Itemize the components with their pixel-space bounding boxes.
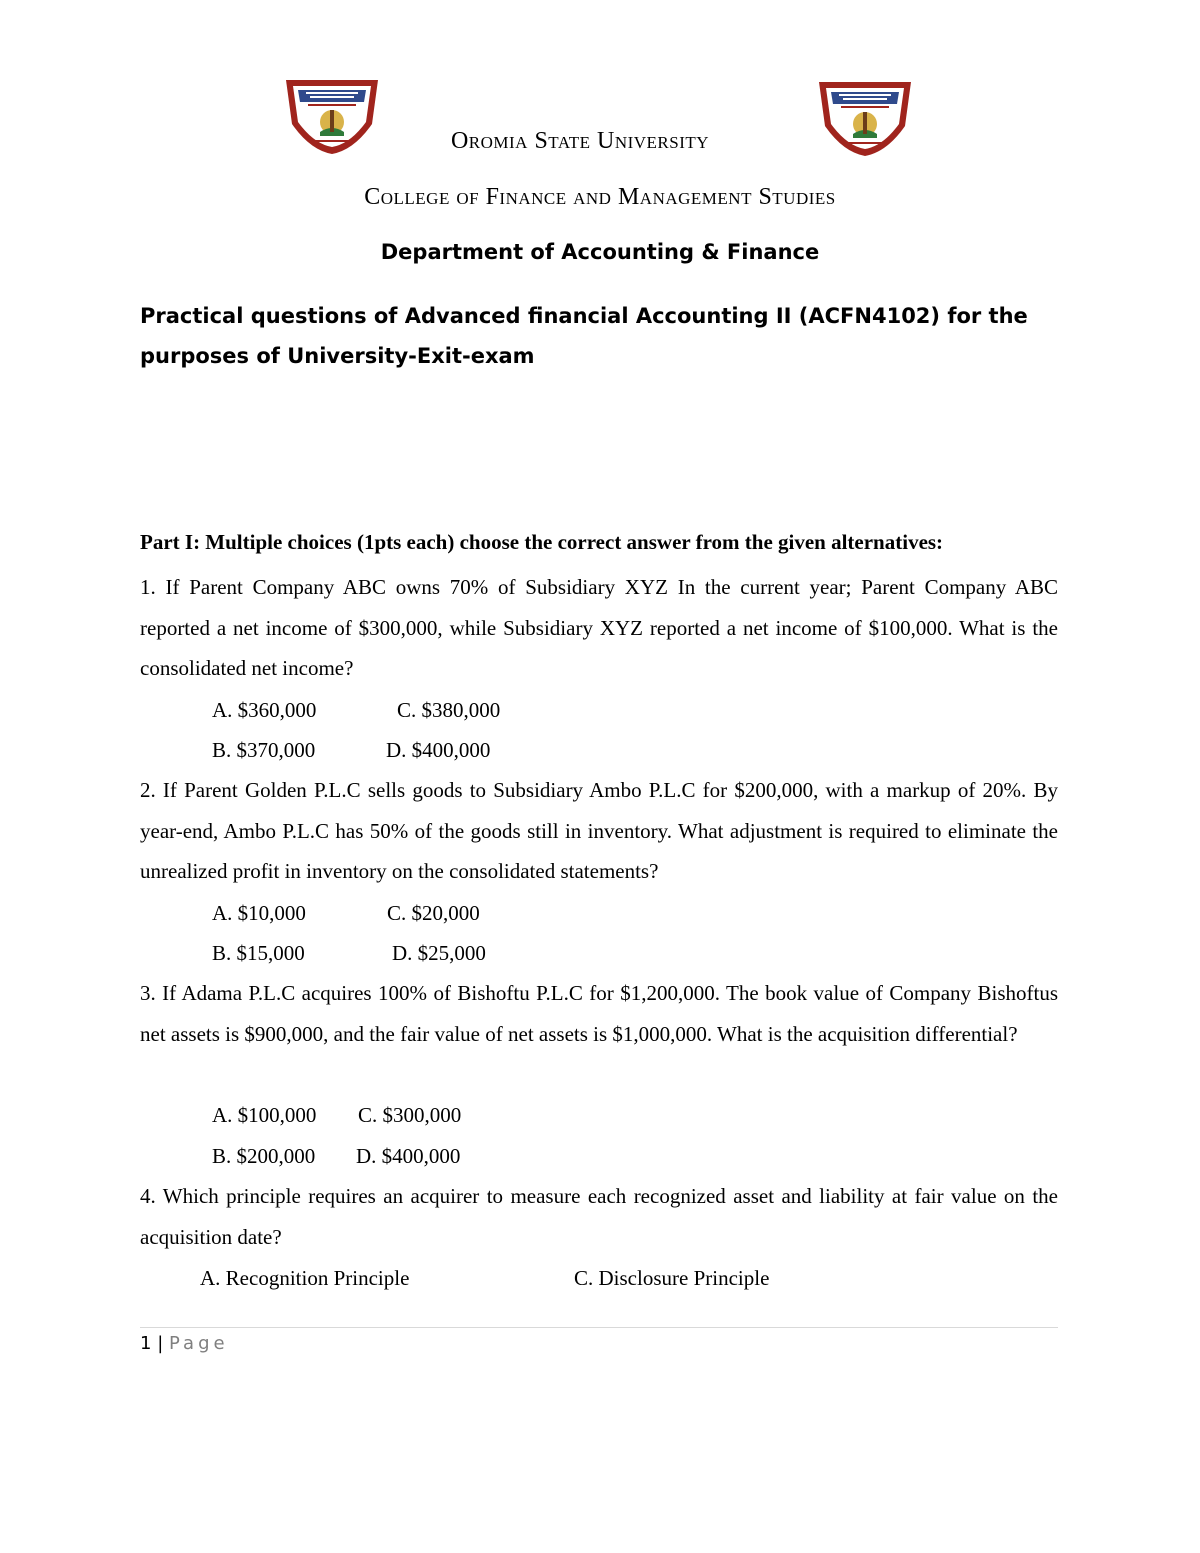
- question-1-option-a: A. $360,000: [212, 698, 317, 722]
- page-word: Page: [169, 1333, 229, 1354]
- question-1-option-b: B. $370,000: [212, 738, 316, 762]
- college-name: College of Finance and Management Studies: [364, 184, 836, 210]
- question-3-option-a: A. $100,000: [212, 1103, 317, 1127]
- question-2-text: 2. If Parent Golden P.L.C sells goods to Subsidiary Ambo P.L.C for $200,000, with a markup of 20%. By year-end, Ambo P.L.C has 50% of the goods still in inventory. What adjustment is required to eliminate the unrealized profit in inventory on the consolidated statements?: [140, 778, 1058, 883]
- question-3-option-d: D. $400,000: [356, 1144, 461, 1168]
- question-4-text: 4. Which principle requires an acquirer to measure each recognized asset and liability at fair value on the acquisition date?: [140, 1184, 1058, 1249]
- footer-divider: [140, 1327, 1058, 1328]
- page-footer: [140, 1333, 229, 1354]
- question-1-option-d: D. $400,000: [386, 738, 491, 762]
- question-3-option-c: C. $300,000: [358, 1103, 462, 1127]
- page-separator: |: [157, 1333, 164, 1354]
- university-name: Oromia State University: [450, 128, 710, 154]
- question-4-option-c: C. Disclosure Principle: [574, 1266, 770, 1290]
- question-3-option-b: B. $200,000: [212, 1144, 316, 1168]
- question-2-option-c: C. $20,000: [387, 901, 480, 925]
- question-2-option-b: B. $15,000: [212, 941, 305, 965]
- question-2-option-d: D. $25,000: [392, 941, 486, 965]
- department-name: Department of Accounting & Finance: [380, 240, 820, 264]
- question-1-option-c: C. $380,000: [397, 698, 501, 722]
- question-4-option-a: A. Recognition Principle: [200, 1266, 410, 1290]
- page-number: 1: [140, 1333, 152, 1354]
- question-2-option-a: A. $10,000: [212, 901, 306, 925]
- part-title: Part I: Multiple choices (1pts each) choose the correct answer from the given alternatives:: [140, 530, 944, 554]
- document-title: Practical questions of Advanced financial Accounting II (ACFN4102) for the purposes of University-Exit-exam: [140, 304, 1028, 368]
- question-1-text: 1. If Parent Company ABC owns 70% of Subsidiary XYZ In the current year; Parent Company ABC reported a net income of $300,000, while Subsidiary XYZ reported a net income of $100,000. What is the consolidated net income?: [140, 575, 1058, 680]
- question-3-text: 3. If Adama P.L.C acquires 100% of Bishoftu P.L.C for $1,200,000. The book value of Company Bishoftus net assets is $900,000, and the fair value of net assets is $1,000,000. What is the acquisition differential?: [140, 981, 1058, 1046]
